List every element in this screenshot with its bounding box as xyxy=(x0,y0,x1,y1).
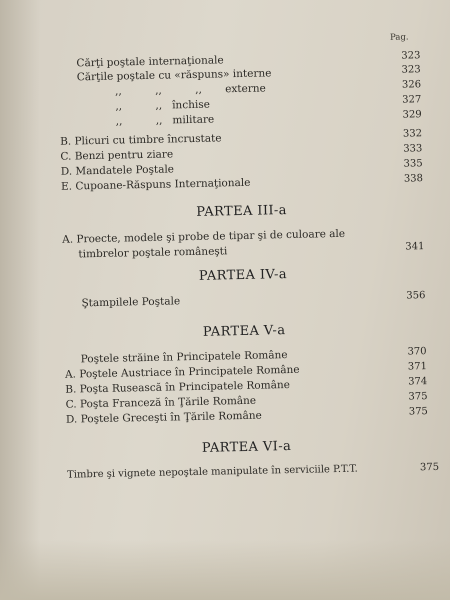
toc-entry-title: Ştampilele Poştale xyxy=(81,295,181,310)
part-heading: PARTEA VI-a xyxy=(201,438,292,456)
toc-entry-page: 335 xyxy=(403,158,423,170)
toc-entry-title: D. Mandatele Poştale xyxy=(60,163,175,178)
part-heading: PARTEA IV-a xyxy=(198,267,288,284)
page-gutter-shadow xyxy=(0,0,40,600)
toc-entry-page: 332 xyxy=(402,128,423,140)
toc-entry-title-continued: timbrelor poştale româneşti xyxy=(78,245,228,261)
toc-entry-title: A. Poştele Austriace în Principatele Române xyxy=(64,363,300,381)
toc-entry-page: 371 xyxy=(407,361,428,373)
toc-entry-page: 327 xyxy=(402,94,422,106)
toc-entry-page: 370 xyxy=(407,346,427,358)
toc-entry-title: D. Poştele Greceşti în Ţările Române xyxy=(65,409,262,426)
page-bottom-shadow xyxy=(0,540,450,600)
toc-entry-title: B. Poşta Rusească în Principatele Române xyxy=(65,379,291,396)
toc-entry-page: 323 xyxy=(401,50,421,62)
table-of-contents xyxy=(48,32,440,481)
toc-entry-page: 333 xyxy=(403,143,423,155)
toc-entry-page: 338 xyxy=(403,173,424,185)
part-heading: PARTEA III-a xyxy=(196,203,288,220)
toc-entry-title: ,, ,, militare xyxy=(115,113,215,128)
toc-entry-title: A. Proecte, modele şi probe de tipar şi de culoare ale xyxy=(62,227,346,246)
toc-entry-title: Cărţi poştale internaţionale xyxy=(76,54,224,70)
toc-entry-page: 326 xyxy=(401,79,422,91)
toc-entry-page: 341 xyxy=(405,241,425,253)
toc-entry-title: Poştele străine în Principatele Române xyxy=(80,349,288,366)
toc-entry-page: 375 xyxy=(419,461,440,474)
toc-entry-title: ,, ,, închise xyxy=(115,98,210,113)
toc-entry-title: C. Poşta Franceză în Ţările Române xyxy=(65,394,257,411)
page-column-label: Pag. xyxy=(389,32,409,43)
toc-entry-page: 356 xyxy=(406,290,426,302)
toc-entry-title: Cărţile poştale cu «răspuns» interne xyxy=(76,67,272,84)
part-heading: PARTEA V-a xyxy=(202,323,286,340)
toc-entry-page: 329 xyxy=(402,109,422,121)
toc-entry-page: 374 xyxy=(408,376,428,388)
toc-entry-title: ,, ,, ,, externe xyxy=(114,82,266,98)
toc-entry-title: C. Benzi pentru ziare xyxy=(60,148,174,163)
toc-entry xyxy=(53,290,433,312)
toc-entry xyxy=(57,461,440,484)
toc-entry-title: B. Plicuri cu timbre încrustate xyxy=(60,132,222,148)
toc-entry-page: 375 xyxy=(408,391,428,403)
toc-entry-page: 323 xyxy=(401,64,421,76)
toc-entry-page: 375 xyxy=(408,406,428,418)
toc-entry-title: E. Cupoane-Răspuns Internaţionale xyxy=(60,176,251,193)
toc-entry-title: Timbre şi vignete nepoştale manipulate în serviciile P.T.T. xyxy=(67,463,358,481)
